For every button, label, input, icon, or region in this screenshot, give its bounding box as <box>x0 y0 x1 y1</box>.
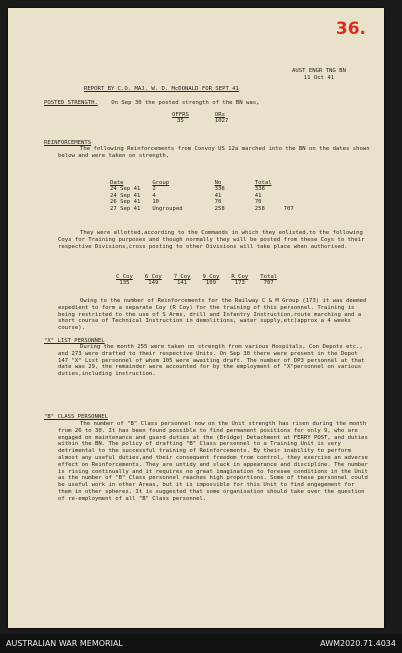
report-date: 11 Oct 41 <box>303 74 335 81</box>
b-class-paragraph <box>58 421 370 503</box>
row-no: 41 <box>214 192 222 199</box>
archive-reference: AWM2020.71.4034 <box>320 639 396 648</box>
reinforcements-intro-text: The following Reinforcements from Convoy US 12a marched into the BN on the dates shown below and were taken on strength, <box>58 146 370 159</box>
row-group: 2 <box>152 186 156 193</box>
archive-footer <box>0 634 402 653</box>
col-r-coy: R Coy <box>231 274 249 280</box>
allotment-text: They were allotted,according to the Commands in which they enlisted,to the following Coys for Training purposes and though normally they will be posted from these Coys to their respective Divisions,cross posting to other Divisions will take place when authorised. <box>58 230 365 250</box>
offrs-value: 35 <box>177 118 184 125</box>
posted-strength-text: On Sep 30 the posted strength of the BN was, <box>111 100 260 106</box>
row-total: 70 <box>254 199 262 206</box>
6-coy-value: 149 <box>148 280 159 287</box>
col-no: No <box>214 180 222 186</box>
row-total: 338 <box>254 186 265 193</box>
coy-total-value: 707 <box>263 280 274 287</box>
allotment-paragraph <box>58 230 370 250</box>
row-no: 70 <box>214 199 222 206</box>
c-coy-value: 135 <box>119 280 130 287</box>
posted-strength-section <box>44 100 374 107</box>
reinforcements-intro <box>58 146 370 160</box>
row-total: 258 <box>254 205 265 212</box>
col-total: Total <box>254 180 272 186</box>
row-no: 338 <box>214 186 225 193</box>
b-class-heading: "B" CLASS PERSONNEL <box>44 414 108 420</box>
row-date: 24 Sep 41 <box>110 192 141 199</box>
posted-strength-table <box>166 112 234 125</box>
r-coy-value: 173 <box>234 280 245 287</box>
9-coy-value: 109 <box>205 280 216 287</box>
x-list-paragraph <box>58 344 370 378</box>
row-grand-total: 707 <box>283 205 294 212</box>
report-title: REPORT BY C.O. MAJ. W. D. McDONALD FOR SEPT 41 <box>84 86 239 92</box>
coy-allotment-table <box>110 274 283 287</box>
ors-value: 1027 <box>214 118 229 125</box>
7-coy-value: 141 <box>177 280 188 287</box>
x-list-heading: "X" LIST PERSONNEL <box>44 338 105 344</box>
table-row <box>104 206 300 212</box>
x-list-text: During the month 255 were taken on strength from various Hospitals, Con Depots etc., and 273 were drafted to their respective Units. On Sep 30 there were present in the Depot 147 "X" List personnel of whom 105 were awaiting draft. The number of DP3 personnel at that date was 29, the remainder were accounted for by the employment of "X"personnel on various duties,including instruction. <box>58 344 365 378</box>
col-9-coy: 9 Coy <box>202 274 220 280</box>
col-ors: ORs <box>214 112 225 118</box>
row-total: 41 <box>254 192 262 199</box>
posted-strength-heading: POSTED STRENGTH. <box>44 100 98 106</box>
row-group: 10 <box>152 199 160 206</box>
railway-text: Owing to the number of Reinforcements for the Railway C & M Group (173) it was deemed expedient to form a separate Coy (R Coy) for the training of this personnel. Training is being restricted to the use of S Arms, drill and Infantry Instruction,route marching and a short course of Technical Instruction in demolitions, water supply,etc(approx a 4 weeks course). <box>58 298 367 332</box>
reinforcements-heading: REINFORCEMENTS <box>44 140 92 146</box>
col-date: Date <box>110 180 124 186</box>
folio-number: 36. <box>335 19 366 39</box>
col-group: Group <box>152 180 170 186</box>
col-coy-total: Total <box>260 274 278 280</box>
row-date: 26 Sep 41 <box>110 199 141 206</box>
unit-header <box>292 68 346 82</box>
col-offrs: OFFRS <box>172 112 189 118</box>
reinforcements-table <box>104 180 300 212</box>
col-c-coy: C Coy <box>116 274 133 280</box>
row-date: 27 Sep 41 <box>110 205 141 212</box>
row-no: 258 <box>214 205 225 212</box>
document-page <box>8 8 384 628</box>
col-6-coy: 6 Coy <box>144 274 162 280</box>
b-class-text: The number of "B" Class personnel now on the Unit strength has risen during the month from 26 to 30. It has been found possible to find permanent positions for only 9, who are engaged on maintenance and guard duties at the (Bridge) Detachment at FERRY POST, and duties within the BN. The policy of drafting "B" Class personnel to a Training Unit is very detrimental to the successful training of Reinforcements. By their inability to perform almost any useful duties,and their consequent freedom from control, they exercise an adverse effect on Reinforcements. They are untidy and slack in appearance and discipline. The number is rising continually and it requires no great imagination to foresee conditions in the Unit as the number of "B" Class personnel reaches high proportions. Some of these personnel could be useful work in other Areas, but it is impossible for this Unit to find engagement for them in other spheres. It is suggested that some organisation should take over the question of re-employment of all "B" Class personnel. <box>58 421 368 502</box>
railway-paragraph <box>58 298 370 332</box>
archive-name: AUSTRALIAN WAR MEMORIAL <box>6 639 123 648</box>
row-group: 4 <box>152 192 156 199</box>
row-group: Ungrouped <box>152 205 183 212</box>
row-date: 24 Sep 41 <box>110 186 141 193</box>
col-7-coy: 7 Coy <box>173 274 191 280</box>
unit-name: AUST ENGR TNG BN <box>292 68 346 74</box>
